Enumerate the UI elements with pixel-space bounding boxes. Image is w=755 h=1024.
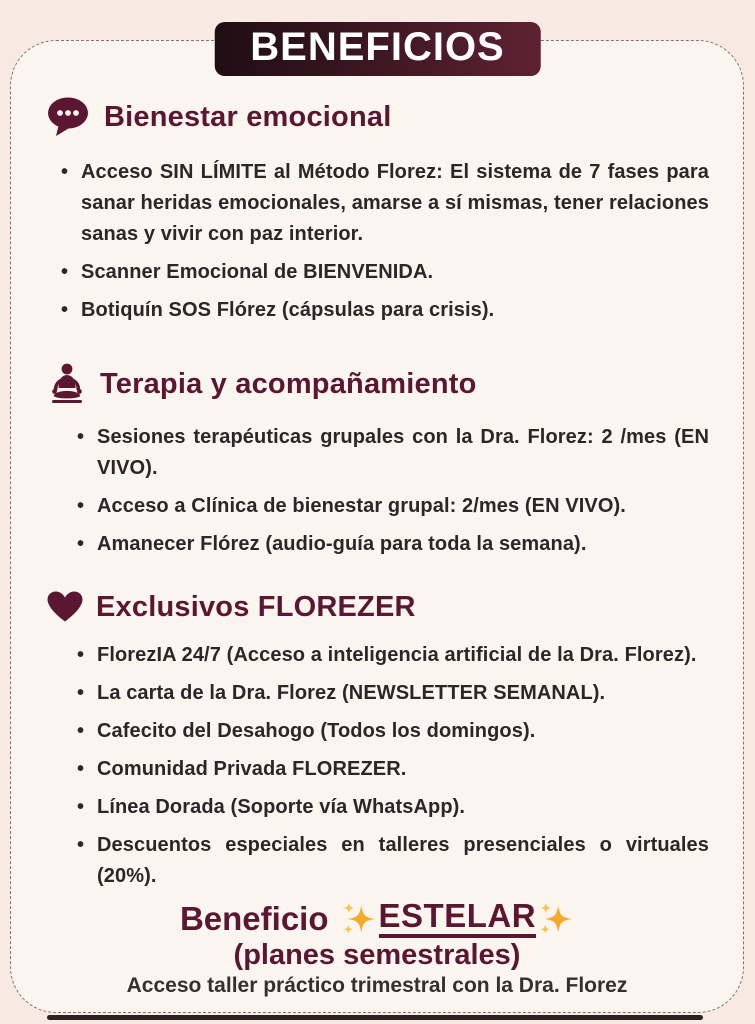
footer-subtitle: (planes semestrales) [233,939,521,971]
benefit-text: Sesiones terapéuticas grupales con la Dra. Florez: 2 /mes (EN VIVO). [97,426,709,479]
bullet-icon: • [77,533,85,555]
benefit-text: La carta de la Dra. Florez (NEWSLETTER SEMANAL). [97,682,606,704]
bullet-icon: • [77,495,85,517]
bullet-icon: • [77,426,85,448]
footer-highlight-word: ESTELAR [379,899,537,938]
section-header [47,362,743,406]
benefit-text: Botiquín SOS Flórez (cápsulas para crisis). [81,299,495,321]
heart-icon [47,591,83,623]
footer-note: Acceso taller práctico trimestral con la Dra. Florez [126,974,628,997]
footer-highlight [11,899,743,938]
list-item [77,422,709,484]
section-title: Bienestar emocional [104,101,392,133]
bullet-icon: • [77,644,85,666]
benefit-text: Acceso a Clínica de bienestar grupal: 2/mes (EN VIVO). [97,495,626,517]
list-item [61,157,709,250]
bullet-icon: • [61,261,69,283]
section-exclusivos-florezer [11,588,743,892]
title-badge: BENEFICIOS [214,22,540,76]
sparkles-icon [538,901,574,937]
footer-block [11,899,743,998]
section-title: Terapia y acompañamiento [100,368,477,400]
bullet-icon: • [77,720,85,742]
bullet-icon: • [77,682,85,704]
footer-highlight-prefix: Beneficio [179,899,329,937]
meditation-icon [47,362,87,406]
list-item [77,792,709,823]
benefit-list [77,422,709,560]
list-item [61,257,709,288]
section-title: Exclusivos FLOREZER [96,591,416,623]
list-item [77,640,709,671]
list-item [77,678,709,709]
benefit-text: Acceso SIN LÍMITE al Método Florez: El sistema de 7 fases para sanar heridas emocionales, amarse a sí mismas, tener relaciones sanas y vivir con paz interior. [81,161,709,245]
section-header [47,588,743,626]
benefit-list [61,157,709,326]
benefit-text: Línea Dorada (Soporte vía WhatsApp). [97,796,466,818]
benefit-text: Amanecer Flórez (audio-guía para toda la semana). [97,533,587,555]
bullet-icon: • [77,758,85,780]
list-item [77,529,709,560]
section-terapia-acompanamiento [11,362,743,560]
bullet-icon: • [77,796,85,818]
benefit-text: Scanner Emocional de BIENVENIDA. [81,261,434,283]
section-bienestar-emocional [11,97,743,326]
benefit-text: FlorezIA 24/7 (Acceso a inteligencia artificial de la Dra. Florez). [97,644,697,666]
bullet-icon: • [61,161,69,183]
section-header [47,97,743,137]
list-item [77,491,709,522]
list-item [77,830,709,892]
benefit-text: Comunidad Privada FLOREZER. [97,758,407,780]
benefit-text: Cafecito del Desahogo (Todos los domingos). [97,720,536,742]
bullet-icon: • [77,834,85,856]
list-item [61,295,709,326]
bullet-icon: • [61,299,69,321]
benefits-card [10,40,744,1013]
chat-bubble-icon [47,97,91,137]
next-section-divider [47,1015,703,1020]
sparkles-icon [341,901,377,937]
benefit-list [77,640,709,892]
list-item [77,716,709,747]
list-item [77,754,709,785]
benefit-text: Descuentos especiales en talleres presenciales o virtuales (20%). [97,834,709,887]
